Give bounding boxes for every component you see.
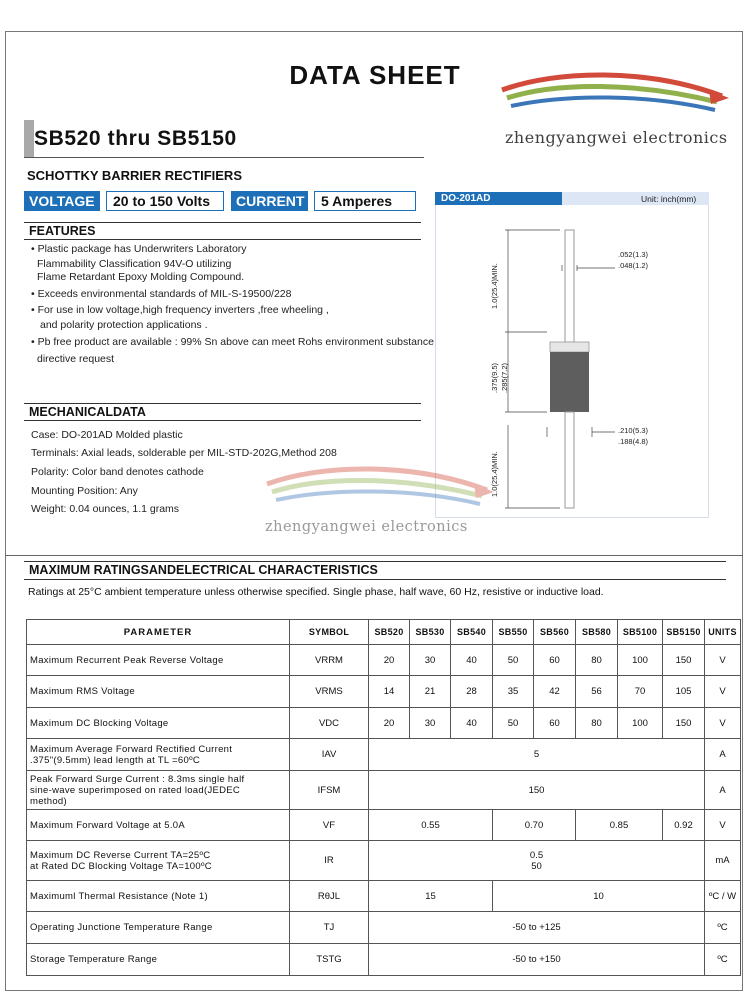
current-label: CURRENT (231, 191, 308, 211)
value-cell: 50 (493, 645, 534, 676)
voltage-label: VOLTAGE (24, 191, 100, 211)
value-cell: 30 (410, 708, 451, 739)
value-cell: 150 (663, 708, 705, 739)
value-cell: 40 (451, 645, 493, 676)
feature-line: Flammability Classification 94V-O utilizing (37, 258, 232, 270)
param-cell: Maximum Forward Voltage at 5.0A (27, 810, 290, 841)
value-cell: 150 (369, 771, 705, 810)
body-length-min-label: .285(7.2) (500, 362, 509, 393)
table-row (27, 912, 741, 944)
unit-cell: ºC (705, 912, 741, 944)
value-line: 0.5 (529, 849, 544, 861)
value-cell: 70 (618, 676, 663, 708)
feature-line: • Pb free product are available : 99% Sn above can meet Rohs environment substance (31, 336, 434, 348)
table-row (27, 739, 741, 771)
header-cell: SB550 (493, 620, 534, 645)
value-cell: 20 (369, 708, 410, 739)
value-cell: 0.92 (663, 810, 705, 841)
value-cell: 0.70 (493, 810, 576, 841)
table-row (27, 676, 741, 708)
symbol-cell: VF (290, 810, 369, 841)
value-cell: -50 to +125 (369, 912, 705, 944)
symbol-cell: IAV (290, 739, 369, 771)
table-row (27, 810, 741, 841)
param-cell: Storage Temperature Range (27, 944, 290, 976)
mechanical-line: Case: DO-201AD Molded plastic (31, 429, 183, 441)
unit-cell: mA (705, 841, 741, 881)
header-cell: SB520 (369, 620, 410, 645)
header-cell: UNITS (705, 620, 741, 645)
symbol-cell: IR (290, 841, 369, 881)
header-cell: SB5150 (663, 620, 705, 645)
value-cell: 0.85 (576, 810, 663, 841)
param-line: method) (30, 795, 67, 807)
unit-cell: A (705, 739, 741, 771)
feature-line: directive request (37, 353, 115, 365)
unit-cell: V (705, 676, 741, 708)
ratings-table (26, 619, 741, 976)
table-row (27, 645, 741, 676)
symbol-cell: VDC (290, 708, 369, 739)
param-cell: Maximum Recurrent Peak Reverse Voltage (27, 645, 290, 676)
param-line: .375"(9.5mm) lead length at TL =60ºC (30, 754, 200, 766)
table-row (27, 944, 741, 976)
feature-line: • For use in low voltage,high frequency inverters ,free wheeling , (31, 304, 329, 316)
value-cell: 50 (493, 708, 534, 739)
param-line: Maximum Average Forward Rectified Current (30, 743, 233, 755)
value-cell: 40 (451, 708, 493, 739)
section-separator (5, 555, 743, 556)
divider (24, 157, 424, 158)
value-cell: 100 (618, 708, 663, 739)
param-cell: Maximum RMS Voltage (27, 676, 290, 708)
value-cell: 14 (369, 676, 410, 708)
mechanical-line: Mounting Position: Any (31, 485, 138, 497)
feature-line: • Plastic package has Underwriters Laboratory (31, 243, 247, 255)
table-row (27, 771, 741, 810)
mechanical-line: Weight: 0.04 ounces, 1.1 grams (31, 503, 180, 515)
brand-logo (497, 68, 732, 126)
value-cell: 15 (369, 881, 493, 912)
param-cell: Maximuml Thermal Resistance (Note 1) (27, 881, 290, 912)
lead-diameter-min-label: .048(1.2) (618, 261, 649, 270)
value-cell: -50 to +150 (369, 944, 705, 976)
ratings-heading: MAXIMUM RATINGSANDELECTRICAL CHARACTERISTICS (24, 561, 726, 580)
param-cell: Maximum DC Blocking Voltage (27, 708, 290, 739)
unit-cell: A (705, 771, 741, 810)
product-type: SCHOTTKY BARRIER RECTIFIERS (27, 168, 242, 183)
table-header-row (27, 620, 741, 645)
top-lead-length-label: 1.0(25.4)MIN. (490, 263, 499, 309)
brand-name: zhengyangwei electronics (505, 128, 728, 147)
part-number-range: SB520 thru SB5150 (34, 127, 237, 150)
value-cell: 28 (451, 676, 493, 708)
header-cell: SB530 (410, 620, 451, 645)
unit-cell: V (705, 708, 741, 739)
value-cell: 21 (410, 676, 451, 708)
current-value: 5 Amperes (314, 191, 416, 211)
voltage-value: 20 to 150 Volts (106, 191, 224, 211)
ratings-note: Ratings at 25°C ambient temperature unless otherwise specified. Single phase, half wave, 60 Hz, resistive or inductive load. (28, 586, 604, 598)
lead-diameter-max-label: .052(1.3) (618, 250, 649, 259)
value-cell: 5 (369, 739, 705, 771)
value-cell: 42 (534, 676, 576, 708)
mechanical-heading: MECHANICALDATA (24, 403, 421, 421)
page-title: DATA SHEET (289, 60, 461, 90)
value-cell: 60 (534, 645, 576, 676)
table-row (27, 841, 741, 881)
value-cell: 20 (369, 645, 410, 676)
value-cell: 60 (534, 708, 576, 739)
body-diameter-max-label: .210(5.3) (618, 426, 649, 435)
param-line: Peak Forward Surge Current : 8.3ms single half (30, 773, 245, 785)
symbol-cell: IFSM (290, 771, 369, 810)
value-cell: 0.55 (369, 810, 493, 841)
body-diameter-min-label: .188(4.8) (618, 437, 649, 446)
param-cell (27, 739, 290, 771)
unit-cell: V (705, 810, 741, 841)
symbol-cell: VRRM (290, 645, 369, 676)
header-cell: SB5100 (618, 620, 663, 645)
value-line: 50 (531, 860, 542, 872)
param-cell (27, 841, 290, 881)
param-line: sine-wave superimposed on rated load(JEDEC (30, 784, 241, 796)
table-row (27, 881, 741, 912)
header-cell: SB560 (534, 620, 576, 645)
param-cell: Operating Junctione Temperature Range (27, 912, 290, 944)
mechanical-line: Polarity: Color band denotes cathode (31, 466, 204, 478)
value-cell: 80 (576, 645, 618, 676)
header-cell: PARAMETER (27, 620, 290, 645)
value-cell: 105 (663, 676, 705, 708)
symbol-cell: RθJL (290, 881, 369, 912)
symbol-cell: VRMS (290, 676, 369, 708)
value-cell: 56 (576, 676, 618, 708)
table-row (27, 708, 741, 739)
param-line: Maximum DC Reverse Current TA=25ºC (30, 849, 211, 861)
symbol-cell: TSTG (290, 944, 369, 976)
features-heading: FEATURES (24, 222, 421, 240)
feature-line: and polarity protection applications . (40, 319, 208, 331)
feature-line: • Exceeds environmental standards of MIL-S-19500/228 (31, 288, 292, 300)
unit-label: Unit: inch(mm) (641, 194, 697, 204)
package-name: DO-201AD (441, 193, 491, 204)
value-cell: 150 (663, 645, 705, 676)
bottom-lead-length-label: 1.0(25.4)MIN. (490, 451, 499, 497)
header-cell: SB540 (451, 620, 493, 645)
value-cell: 35 (493, 676, 534, 708)
param-cell (27, 771, 290, 810)
unit-cell: V (705, 645, 741, 676)
header-cell: SB580 (576, 620, 618, 645)
title-accent-block (24, 120, 34, 157)
value-cell: 80 (576, 708, 618, 739)
watermark-text: zhengyangwei electronics (265, 519, 468, 535)
unit-cell: ºC / W (705, 881, 741, 912)
value-cell: 30 (410, 645, 451, 676)
value-cell: 100 (618, 645, 663, 676)
watermark-logo (262, 462, 497, 517)
symbol-cell: TJ (290, 912, 369, 944)
feature-line: Flame Retardant Epoxy Molding Compound. (37, 271, 245, 283)
mechanical-line: Terminals: Axial leads, solderable per MIL-STD-202G,Method 208 (31, 447, 337, 459)
header-cell: SYMBOL (290, 620, 369, 645)
body-length-max-label: .375(9.5) (490, 362, 499, 393)
param-line: at Rated DC Blocking Voltage TA=100ºC (30, 860, 212, 872)
value-cell: 10 (493, 881, 705, 912)
unit-cell: ºC (705, 944, 741, 976)
value-cell (369, 841, 705, 881)
